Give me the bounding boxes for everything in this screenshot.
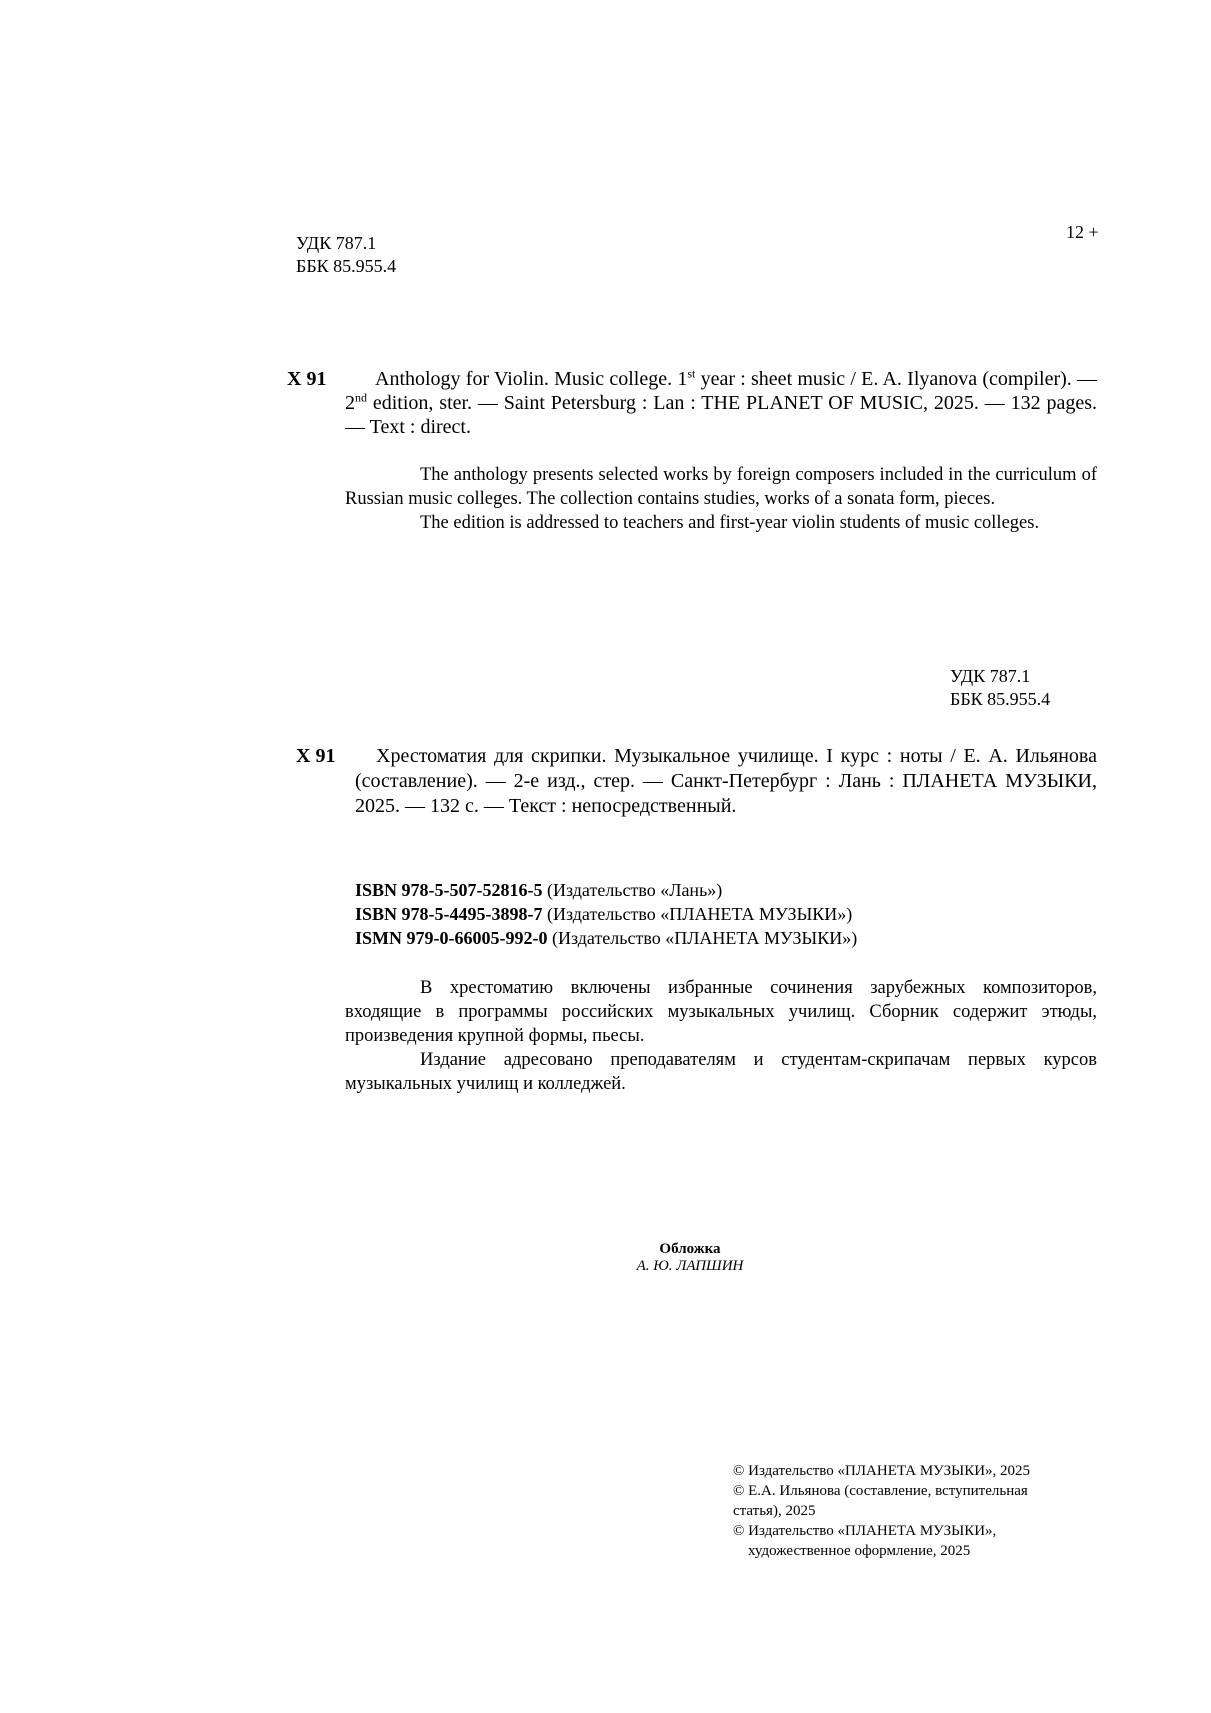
english-annotation-para-1: The anthology presents selected works by foreign composers included in the curriculum of Russian music colleges. The collection contains studies, works of a sonata form, pieces. [345, 465, 1097, 509]
isbn-item: ISBN 978-5-4495-3898-7 (Издательство «ПЛАНЕТА МУЗЫКИ») [355, 904, 853, 924]
english-annotation-para-2: The edition is addressed to teachers and first-year violin students of music colleges. [420, 513, 1040, 533]
udk-code-ru: УДК 787.1 [950, 666, 1031, 686]
bbk-code-ru: ББК 85.955.4 [950, 689, 1051, 709]
top-classification [296, 232, 396, 278]
copyright-line-continuation: художественное оформление, 2025 [748, 1543, 971, 1559]
author-mark-en: Х 91 [287, 368, 327, 390]
copyright-line: © Е.А. Ильянова (составление, вступительная статья), 2025 [733, 1483, 1028, 1519]
cover-artist: А. Ю. ЛАПШИН [636, 1258, 744, 1274]
russian-annotation [345, 976, 1097, 1096]
ismn-item: ISMN 979-0-66005-992-0 (Издательство «ПЛАНЕТА МУЗЫКИ») [355, 928, 858, 948]
copyright-block [733, 1461, 1073, 1561]
russian-annotation-para-2: Издание адресовано преподавателям и студентам-скрипачам первых курсов музыкальных училищ и колледжей. [345, 1050, 1097, 1094]
age-rating: 12 + [1066, 222, 1099, 242]
copyright-line: © Издательство «ПЛАНЕТА МУЗЫКИ», 2025 [733, 1463, 1031, 1479]
cover-heading: Обложка [659, 1241, 721, 1257]
russian-title: Хрестоматия для скрипки. Музыкальное училище. I курс : ноты / Е. А. Ильянова (составление). — 2-е изд., стер. — Санкт-Петербург : Лань : ПЛАНЕТА МУЗЫКИ, 2025. — 132 с. — Текст : непосредственный. [355, 745, 1097, 817]
russian-classification [950, 665, 1050, 711]
isbn-item: ISBN 978-5-507-52816-5 (Издательство «Лань») [355, 880, 723, 900]
bbk-code: ББК 85.955.4 [296, 256, 397, 276]
isbn-list [355, 878, 857, 950]
copyright-line: © Издательство «ПЛАНЕТА МУЗЫКИ», [733, 1523, 997, 1539]
english-title: Anthology for Violin. Music college. 1st year : sheet music / E. A. Ilyanova (compiler). — 2nd edition, ster. — Saint Petersburg : Lan : THE PLANET OF MUSIC, 2025. — 132 pages. — Text : direct. [345, 366, 1098, 438]
udk-code: УДК 787.1 [296, 233, 377, 253]
cover-credit [590, 1241, 790, 1275]
english-annotation [345, 463, 1097, 535]
russian-annotation-para-1: В хрестоматию включены избранные сочинения зарубежных композиторов, входящие в программы российских музыкальных училищ. Сборник содержит этюды, произведения крупной формы, пьесы. [345, 978, 1097, 1046]
author-mark-ru: Х 91 [296, 745, 336, 767]
